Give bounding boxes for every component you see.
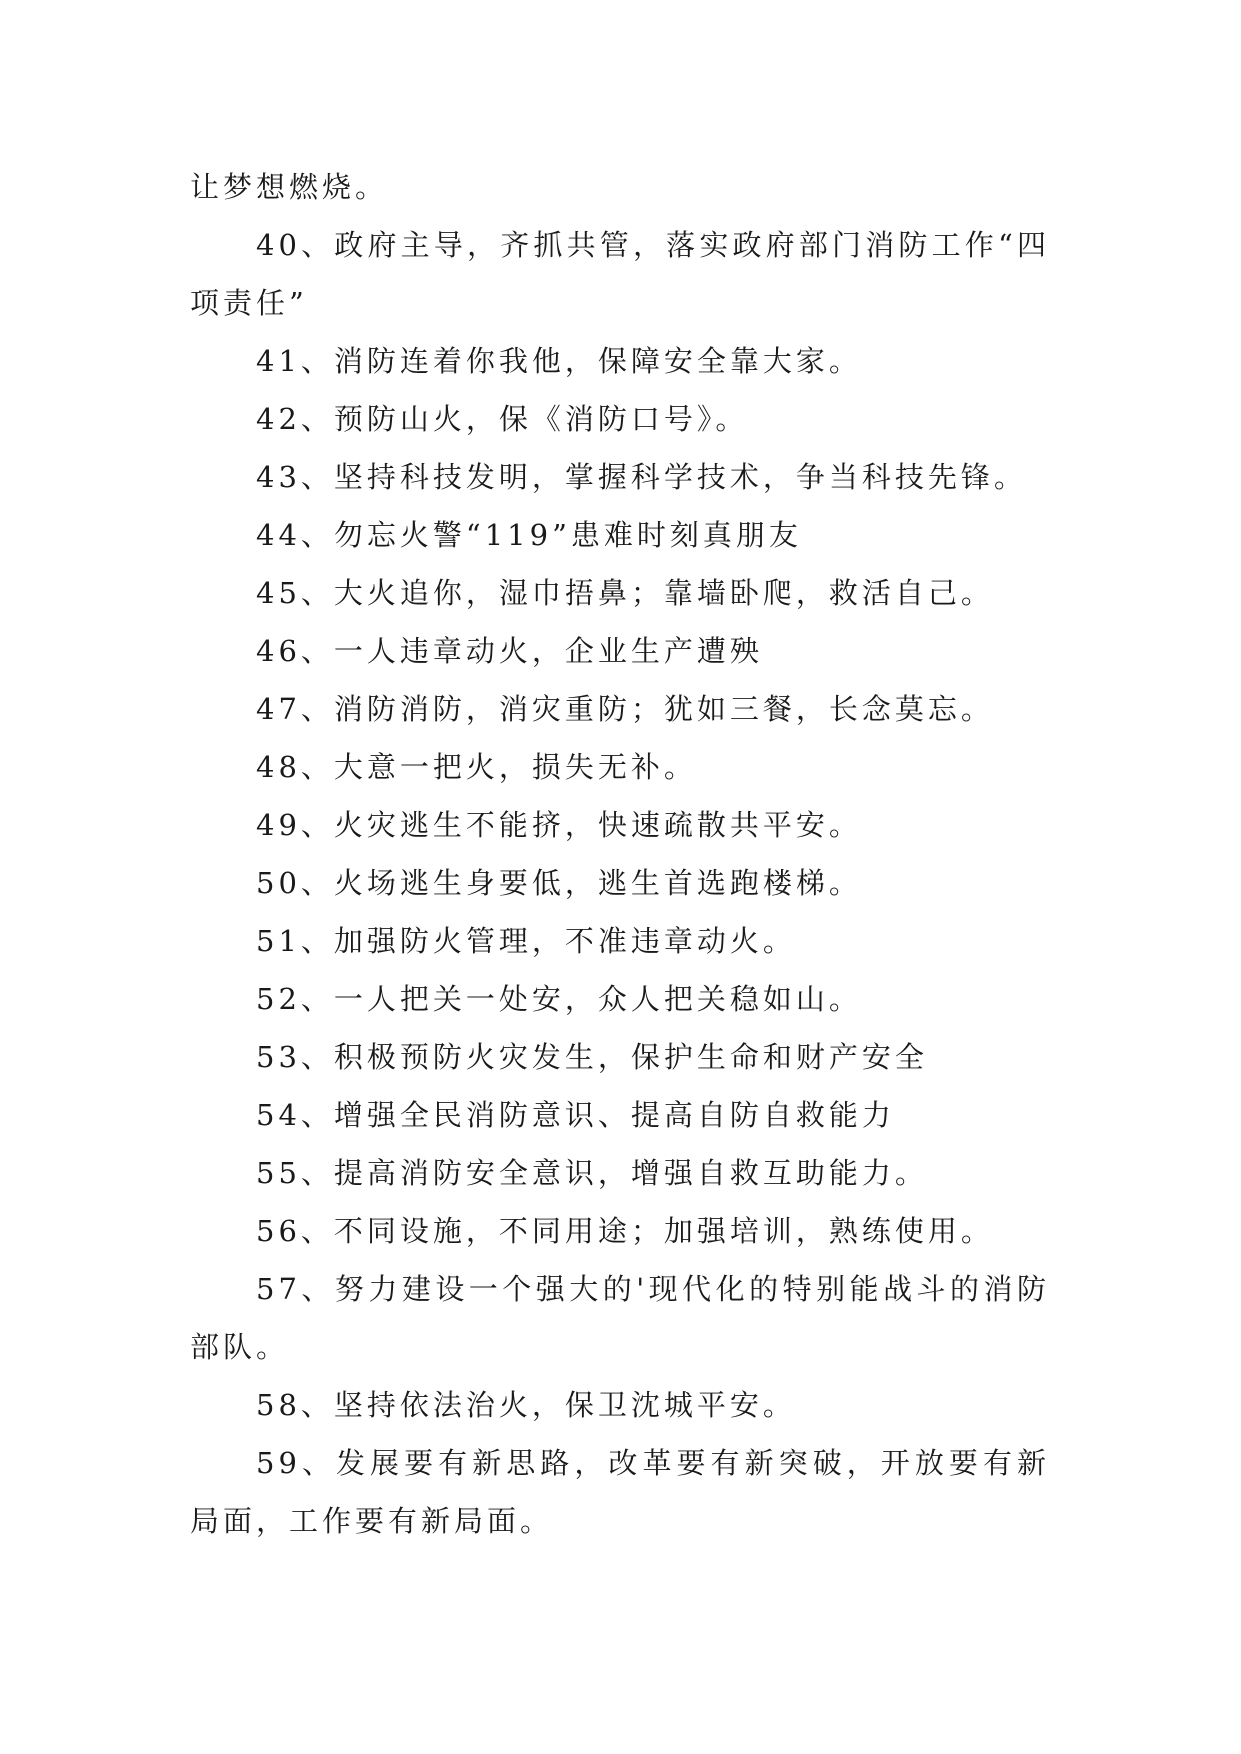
slogan-item-55: 55、提高消防安全意识，增强自救互助能力。 [256, 1156, 928, 1190]
slogan-item-43: 43、坚持科技发明，掌握科学技术，争当科技先锋。 [256, 460, 1027, 494]
slogan-item-49: 49、火灾逃生不能挤，快速疏散共平安。 [256, 808, 862, 842]
slogan-item-56: 56、不同设施，不同用途；加强培训，熟练使用。 [256, 1214, 994, 1248]
slogan-item-44: 44、勿忘火警“119”患难时刻真朋友 [256, 518, 802, 552]
slogan-item-53: 53、积极预防火灾发生，保护生命和财产安全 [256, 1040, 928, 1074]
slogan-item-52: 52、一人把关一处安，众人把关稳如山。 [256, 982, 862, 1016]
slogan-item-59: 59、发展要有新思路，改革要有新突破，开放要有新局面，工作要有新局面。 [190, 1446, 1050, 1538]
slogan-item-47: 47、消防消防，消灾重防；犹如三餐，长念莫忘。 [256, 692, 994, 726]
slogan-item-50: 50、火场逃生身要低，逃生首选跑楼梯。 [256, 866, 862, 900]
slogan-item-57: 57、努力建设一个强大的'现代化的特别能战斗的消防部队。 [190, 1272, 1050, 1364]
paragraph-continuation: 让梦想燃烧。 [190, 170, 389, 204]
slogan-item-58: 58、坚持依法治火，保卫沈城平安。 [256, 1388, 796, 1422]
slogan-item-46: 46、一人违章动火，企业生产遭殃 [256, 634, 763, 668]
slogan-item-48: 48、大意一把火，损失无补。 [256, 750, 697, 784]
document-body [190, 158, 1050, 1550]
slogan-item-54: 54、增强全民消防意识、提高自防自救能力 [256, 1098, 895, 1132]
slogan-item-45: 45、大火追你，湿巾捂鼻；靠墙卧爬，救活自己。 [256, 576, 994, 610]
slogan-item-42: 42、预防山火，保《消防口号》。 [256, 402, 749, 436]
slogan-item-41: 41、消防连着你我他，保障安全靠大家。 [256, 344, 862, 378]
slogan-item-40: 40、政府主导，齐抓共管，落实政府部门消防工作“四项责任” [190, 228, 1050, 320]
slogan-item-51: 51、加强防火管理，不准违章动火。 [256, 924, 796, 958]
